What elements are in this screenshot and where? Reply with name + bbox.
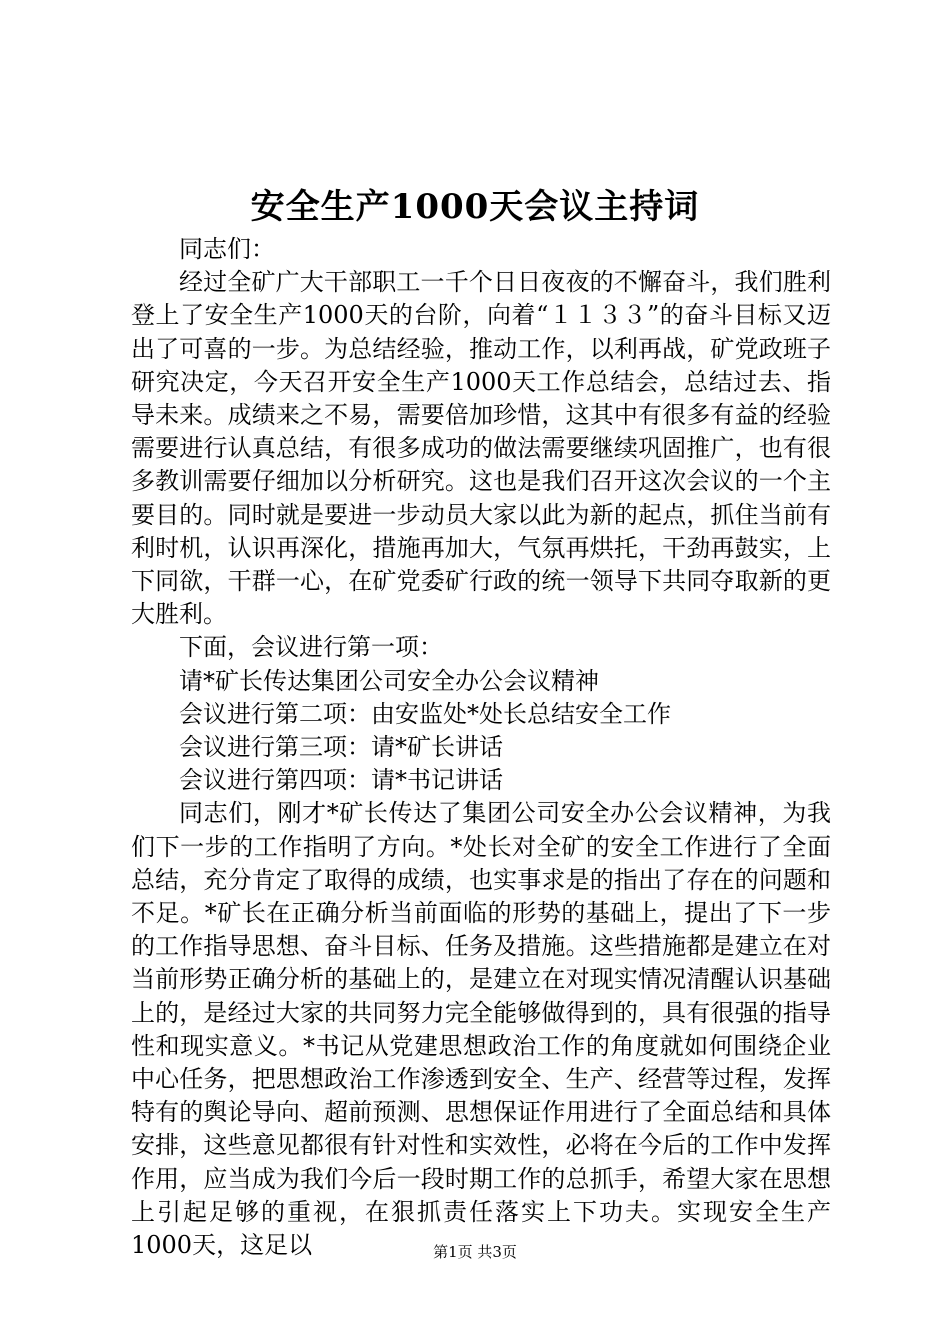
document-title: 安全生产1000天会议主持词 [250,187,700,227]
body-paragraph: 同志们，刚才*矿长传达了集团公司安全办公会议精神，为我们下一步的工作指明了方向。*处长对全矿的安全工作进行了全面总结，充分肯定了取得的成绩，也实事求是的指出了存在的问题和不足。*矿长在正确分析当前面临的形势的基础上，提出了下一步的工作指导思想、奋斗目标、任务及措施。这些措施都是建立在对当前形势正确分析的基础上的，是建立在对现实情况清醒认识基础上的，是经过大家的共同努力完全能够做得到的，具有很强的指导性和现实意义。*书记从党建思想政治工作的角度就如何围绕企业中心任务，把思想政治工作渗透到安全、生产、经营等过程，发挥特有的舆论导向、超前预测、思想保证作用进行了全面总结和具体安排，这些意见都很有针对性和实效性，必将在今后的工作中发挥作用，应当成为我们今后一段时期工作的总抓手，希望大家在思想上引起足够的重视，在狠抓责任落实上下功夫。实现安全生产1000天，这足以 [131,799,831,1260]
agenda-item-1: 请*矿长传达集团公司安全办公会议精神 [179,666,599,695]
agenda-item-2: 会议进行第二项：由安监处*处长总结安全工作 [179,699,671,728]
agenda-intro: 下面，会议进行第一项： [179,633,443,662]
agenda-item-3: 会议进行第三项：请*矿长讲话 [179,733,503,762]
agenda-item-4: 会议进行第四项：请*书记讲话 [179,766,503,795]
document-body [131,233,831,1262]
body-paragraph: 经过全矿广大干部职工一千个日日夜夜的不懈奋斗，我们胜利登上了安全生产1000天的台阶，向着“１１３３”的奋斗目标又迈出了可喜的一步。为总结经验，推动工作，以利再战，矿党政班子研究决定，今天召开安全生产1000天工作总结会，总结过去、指导未来。成绩来之不易，需要倍加珍惜，这其中有很多有益的经验需要进行认真总结，有很多成功的做法需要继续巩固推广，也有很多教训需要仔细加以分析研究。这也是我们召开这次会议的一个主要目的。同时就是要进一步动员大家以此为新的起点，抓住当前有利时机，认识再深化，措施再加大，气氛再烘托，干劲再鼓实，上下同欲，干群一心，在矿党委矿行政的统一领导下共同夺取新的更大胜利。 [131,268,831,629]
page-number-footer: 第1页 共3页 [433,1243,517,1261]
salutation-paragraph: 同志们： [179,235,275,263]
